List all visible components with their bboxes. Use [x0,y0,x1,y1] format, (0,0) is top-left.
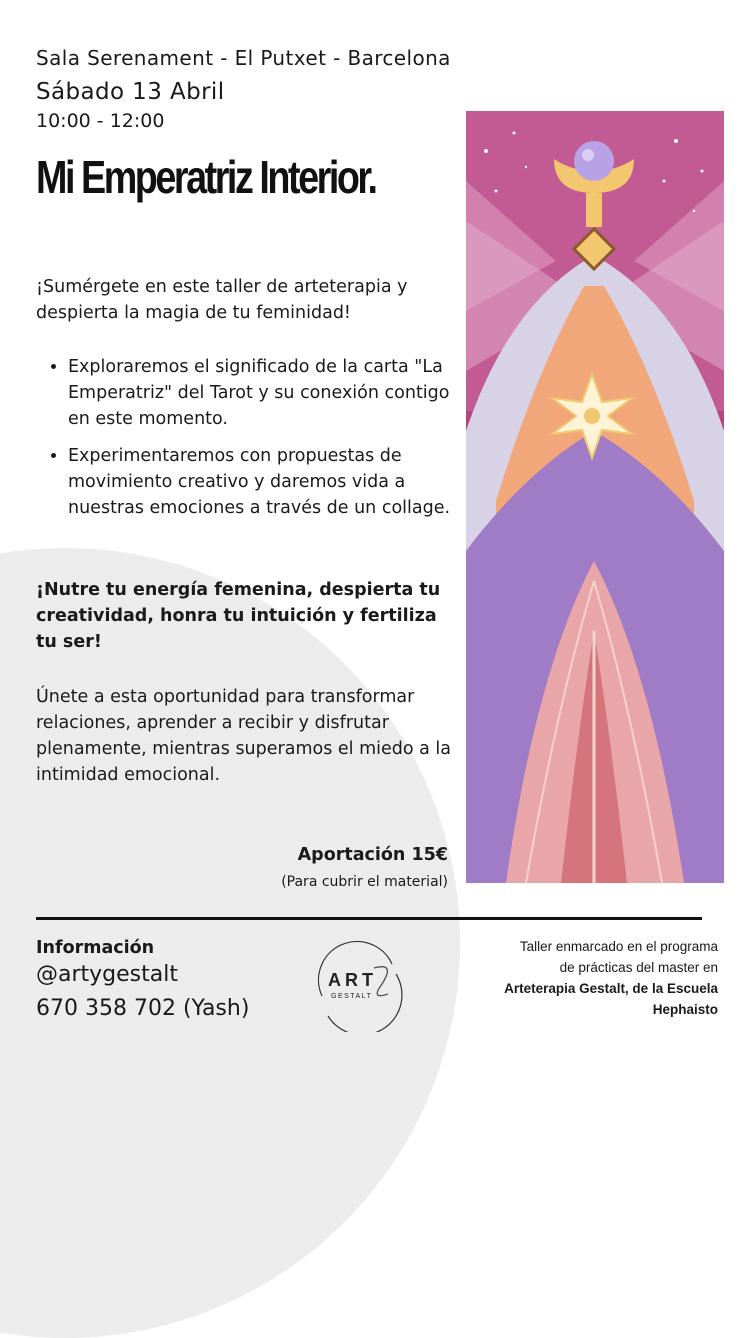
page-title: Mi Emperatriz Interior. [36,151,376,203]
logo-subtitle: GESTALT [331,993,373,1000]
empress-artwork [466,111,724,883]
program-note [458,936,718,1020]
logo-wordmark: ART [328,970,377,990]
intro-paragraph: ¡Sumérgete en este taller de arteterapia y despierta la magia de tu feminidad! [36,277,408,323]
venue-line: Sala Serenament - El Putxet - Barcelona [36,46,451,70]
callout-text: ¡Nutre tu energía femenina, despierta tu creatividad, honra tu intuición y fertiliza tu ser! [36,580,441,652]
price-label: Aportación 15€ [297,845,448,865]
list-item: • Experimentaremos con propuestas de movimiento creativo y daremos vida a nuestras emociones a través de un collage. [68,443,468,521]
footer-divider [36,917,702,920]
event-date: Sábado 13 Abril [36,79,225,105]
social-handle[interactable]: @artygestalt [36,962,178,987]
program-note-line: de prácticas del master en [559,960,718,975]
activity-list [48,354,468,532]
price-note: (Para cubrir el material) [281,874,448,890]
contact-phone[interactable]: 670 358 702 (Yash) [36,996,250,1021]
art-gestalt-logo [308,934,406,1032]
list-item: • Exploraremos el significado de la carta "La Emperatriz" del Tarot y su conexión contigo en este momento. [68,354,468,432]
program-note-line: Taller enmarcado en el programa [519,939,718,954]
program-note-bold: Arteterapia Gestalt, de la Escuela [504,981,718,996]
event-time: 10:00 - 12:00 [36,110,165,132]
program-note-bold: Hephaisto [652,1002,718,1017]
info-heading: Información [36,938,155,958]
closing-paragraph: Únete a esta oportunidad para transformar relaciones, aprender a recibir y disfrutar plenamente, mientras superamos el miedo a la intimidad emocional. [36,687,451,785]
